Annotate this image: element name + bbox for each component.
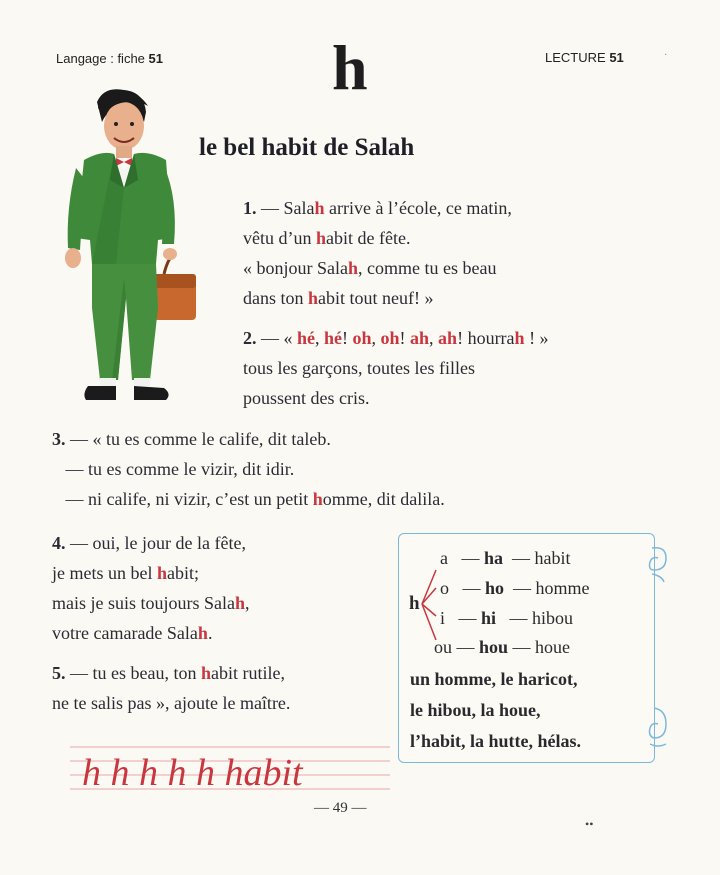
- highlight-h: h: [197, 623, 208, 643]
- text: — tu es beau, ton: [65, 663, 201, 683]
- text: dans ton: [243, 288, 308, 308]
- highlight-h: h: [314, 198, 325, 218]
- exclamation: hé: [324, 328, 342, 348]
- lecture-label: LECTURE: [545, 50, 606, 65]
- highlight-h: h: [312, 489, 323, 509]
- text: hourra: [467, 328, 515, 348]
- syllable-row: ou — hou — houe: [434, 637, 571, 657]
- text: , comme tu es beau: [358, 258, 497, 278]
- word: homme: [535, 578, 590, 598]
- exclamation: ah: [410, 328, 430, 348]
- text: ,: [371, 328, 381, 348]
- text: !: [342, 328, 353, 348]
- text: arrive à l’école, ce matin,: [324, 198, 512, 218]
- text: !: [457, 328, 468, 348]
- example-words: l’habit, la hutte, hélas.: [410, 731, 582, 751]
- paragraph-4: [52, 528, 250, 648]
- paragraph-3: [52, 424, 445, 514]
- text: ! »: [524, 328, 549, 348]
- ink-dots: ••: [585, 817, 594, 831]
- cursive-writing-line: [70, 745, 400, 795]
- text: .: [207, 623, 213, 643]
- highlight-h: h: [308, 288, 319, 308]
- exclamation: ah: [438, 328, 458, 348]
- example-words: le hibou, la houe,: [410, 700, 541, 720]
- fiche-number: 51: [148, 51, 163, 66]
- text: ,: [429, 328, 439, 348]
- syllable: hou: [479, 637, 509, 657]
- page-number: — 49 —: [314, 800, 367, 816]
- cursive-text: h h h h h habit: [82, 752, 303, 794]
- text: abit;: [167, 563, 199, 583]
- lecture-header: [545, 50, 624, 65]
- text: je mets un bel: [52, 563, 157, 583]
- lesson-letter: h: [332, 32, 368, 103]
- syllable: ho: [485, 578, 505, 598]
- scroll-ornament-icon: [646, 704, 670, 750]
- paragraph-number: 1.: [243, 198, 257, 218]
- text: ,: [245, 593, 250, 613]
- scroll-ornament-icon: [646, 544, 670, 584]
- text: tous les garçons, toutes les filles: [243, 358, 475, 378]
- page-title: le bel habit de Salah: [199, 134, 415, 161]
- vowel: ou: [434, 637, 452, 657]
- paragraph-number: 4.: [52, 533, 66, 553]
- text: poussent des cris.: [243, 388, 370, 408]
- boy-illustration: [54, 88, 204, 418]
- syllable: hi: [481, 608, 497, 628]
- word: hibou: [532, 608, 574, 628]
- text: abit de fête.: [326, 228, 411, 248]
- text: votre camarade Sala: [52, 623, 198, 643]
- text: — Sala: [256, 198, 315, 218]
- text: — «: [256, 328, 297, 348]
- text: — oui, le jour de la fête,: [65, 533, 246, 553]
- syllable-row: o — ho — homme: [440, 578, 590, 598]
- highlight-h: h: [315, 228, 326, 248]
- highlight-h: h: [235, 593, 246, 613]
- example-words: un homme, le haricot,: [410, 669, 578, 689]
- text: !: [399, 328, 411, 348]
- text: ne te salis pas », ajoute le maître.: [52, 693, 291, 713]
- syllable-row: a — ha — habit: [440, 548, 571, 568]
- text: — « tu es comme le calife, dit taleb.: [65, 429, 331, 449]
- exclamation: hé: [297, 328, 315, 348]
- corner-mark: ·: [664, 50, 668, 61]
- text: — ni calife, ni vizir, c’est un petit: [65, 489, 313, 509]
- box-consonant: h: [409, 593, 420, 614]
- paragraph-number: 3.: [52, 429, 66, 449]
- paragraph-2: [243, 323, 549, 413]
- text: — tu es comme le vizir, dit idir.: [65, 459, 295, 479]
- text: ,: [315, 328, 324, 348]
- vowel: a: [440, 548, 448, 568]
- word: houe: [535, 637, 571, 657]
- paragraph-5: [52, 658, 290, 718]
- paragraph-number: 2.: [243, 328, 257, 348]
- paragraph-number: 5.: [52, 663, 66, 683]
- lecture-number: 51: [609, 50, 624, 65]
- text: abit tout neuf! »: [318, 288, 434, 308]
- vowel: o: [440, 578, 449, 598]
- exclamation: oh: [380, 328, 400, 348]
- highlight-h: h: [200, 663, 211, 683]
- exclamation: oh: [352, 328, 372, 348]
- highlight-h: h: [514, 328, 525, 348]
- text: omme, dit dalila.: [322, 489, 445, 509]
- text: vêtu d’un: [243, 228, 316, 248]
- highlight-h: h: [348, 258, 359, 278]
- text: mais je suis toujours Sala: [52, 593, 235, 613]
- highlight-h: h: [156, 563, 167, 583]
- text: abit rutile,: [211, 663, 285, 683]
- word: habit: [534, 548, 571, 568]
- vowel: i: [440, 608, 446, 628]
- paragraph-1: [243, 193, 512, 313]
- fiche-header: [56, 51, 163, 66]
- syllable: ha: [484, 548, 504, 568]
- syllable-row: i — hi — hibou: [440, 608, 574, 628]
- text: « bonjour Sala: [243, 258, 348, 278]
- fiche-label: Langage : fiche: [56, 51, 145, 66]
